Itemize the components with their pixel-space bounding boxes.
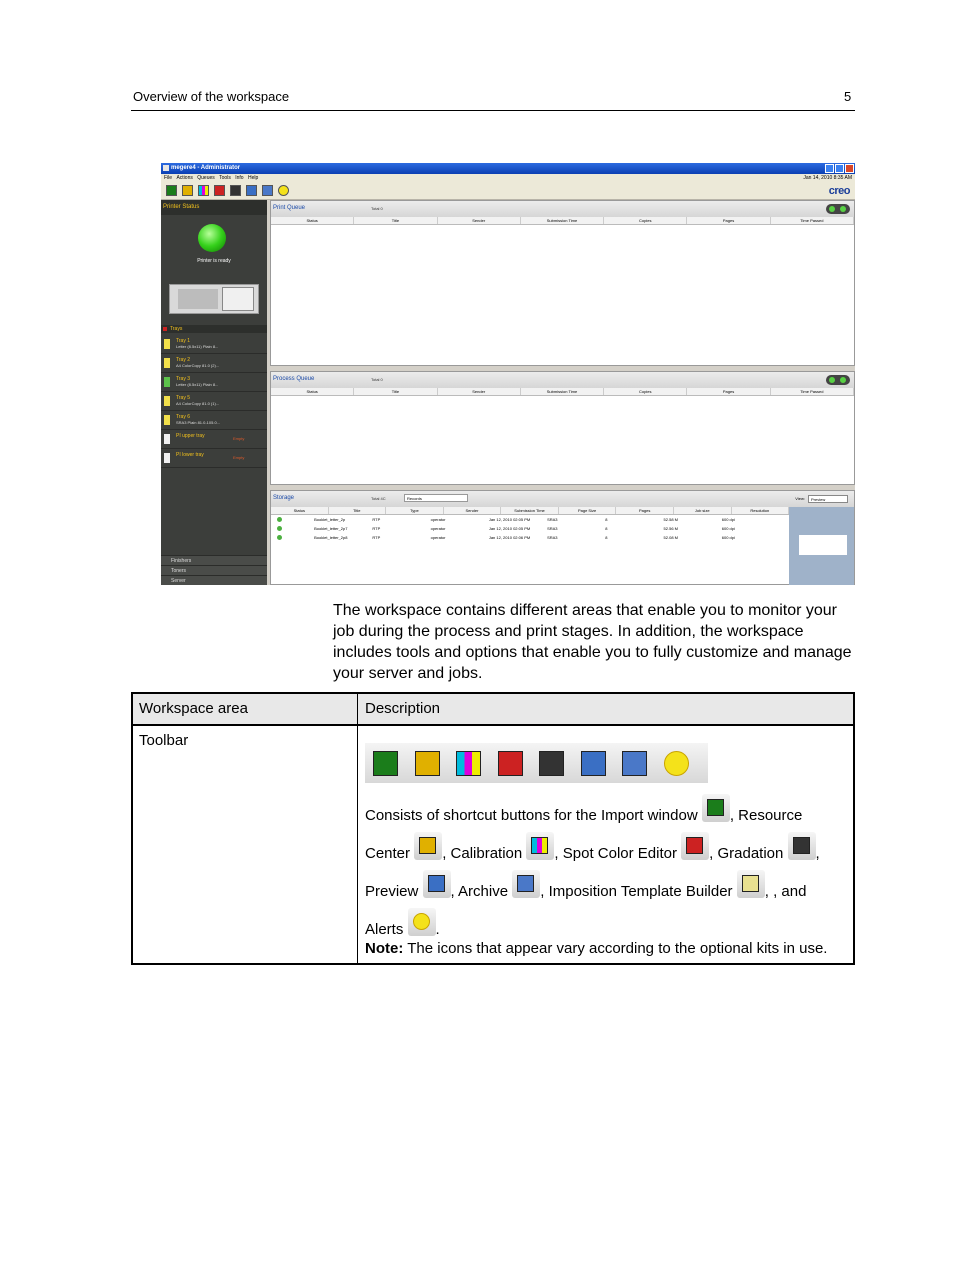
header-rule: [131, 110, 855, 111]
toolbar-icon-strip: [365, 743, 708, 783]
archive-icon: [512, 870, 540, 898]
column-header[interactable]: Time Passed: [771, 217, 854, 224]
menu-file[interactable]: File: [164, 175, 173, 181]
alerts-icon: [408, 908, 436, 936]
table-cell: 8: [605, 517, 608, 522]
table-cell: 52.58 M: [663, 517, 678, 522]
note: [365, 940, 827, 957]
table-cell: Booklet_letter_2p7: [314, 526, 348, 531]
column-header[interactable]: Type: [386, 507, 444, 514]
printer-ready-text: Printer is ready: [197, 258, 231, 264]
column-header[interactable]: Submission Time: [521, 217, 604, 224]
tray-empty-status: Empty: [233, 436, 245, 441]
preview-pane: [789, 507, 854, 585]
tray-item[interactable]: [161, 354, 267, 373]
storage-search-input[interactable]: Records: [404, 494, 468, 502]
gradation-icon: [788, 832, 816, 860]
calibration-icon: [456, 751, 481, 776]
queue-toggle-icon[interactable]: [826, 375, 850, 385]
table-row[interactable]: [271, 515, 778, 524]
alerts-icon: [664, 751, 689, 776]
preview-icon: [581, 751, 606, 776]
column-header[interactable]: Status: [271, 217, 354, 224]
table-cell: operator: [430, 526, 446, 531]
app-icon: [163, 165, 169, 171]
note-label: Note:: [365, 940, 404, 957]
desc-text: Consists of shortcut buttons for the Import window: [365, 807, 698, 824]
printer-status-title: Printer Status: [161, 200, 267, 215]
gradation-icon: [539, 751, 564, 776]
archive-icon: [622, 751, 647, 776]
app-toolbar: [161, 182, 855, 200]
desc-text: .: [435, 921, 440, 938]
preview-icon: [423, 870, 451, 898]
imposition-template-builder-icon: [737, 870, 765, 898]
tray-desc: SRA3 Plain 81.0-105.0...: [176, 420, 221, 425]
table-cell: Booklet_letter_2p8: [314, 535, 348, 540]
table-cell: SRA3: [547, 526, 558, 531]
table-row[interactable]: [271, 533, 778, 542]
column-header[interactable]: Time Passed: [771, 388, 854, 395]
status-cell: [282, 533, 312, 542]
table-cell: RTP: [372, 526, 381, 531]
column-header[interactable]: Sender: [444, 507, 502, 514]
gradation-icon[interactable]: [230, 185, 241, 196]
tray-name: Tray 3: [176, 376, 190, 382]
print-queue-columns: [271, 217, 854, 225]
spot-color-editor-icon: [681, 832, 709, 860]
table-cell: 52.56 M: [663, 526, 678, 531]
toners-item[interactable]: Toners: [161, 565, 267, 575]
view-dropdown[interactable]: Preview: [808, 495, 848, 503]
storage-panel: [270, 490, 855, 585]
table-cell: RTP: [372, 535, 381, 540]
desc-text: , Imposition Template Builder: [540, 883, 733, 900]
tray-name: PI upper tray: [176, 433, 205, 439]
tray-name: Tray 2: [176, 357, 190, 363]
desc-text: , Archive: [450, 883, 509, 900]
table-cell: Jan 12, 2010 02:05 PM: [488, 517, 531, 522]
table-cell: 600 dpi: [721, 535, 735, 540]
table-cell: SRA3: [547, 517, 558, 522]
process-queue-panel: [270, 371, 855, 485]
menu-bar: [161, 174, 855, 182]
column-header[interactable]: Title: [354, 217, 437, 224]
tray-paper-icon: [164, 434, 170, 444]
print-queue-total: Total 0: [371, 206, 383, 211]
finishers-item[interactable]: Finishers: [161, 555, 267, 565]
menu-actions[interactable]: Actions: [176, 175, 193, 181]
column-header[interactable]: Sender: [438, 217, 521, 224]
tray-desc: Letter (8.5x11) Plain 8...: [176, 344, 219, 349]
tray-name: PI lower tray: [176, 452, 204, 458]
minimize-button[interactable]: [825, 164, 834, 173]
note-text: The icons that appear vary according to the optional kits in use.: [403, 940, 828, 957]
workspace-area-table: [131, 692, 855, 965]
page-header-title: Overview of the workspace: [133, 89, 290, 104]
tray-item[interactable]: [161, 411, 267, 430]
menu-queues[interactable]: Queues: [197, 175, 215, 181]
resource-center-icon[interactable]: [182, 185, 193, 196]
table-cell: operator: [430, 517, 446, 522]
column-divider: [357, 694, 358, 963]
tray-name: Tray 1: [176, 338, 190, 344]
column-header[interactable]: Submission Time: [521, 388, 604, 395]
storage-total: Total 4C: [371, 496, 386, 501]
tray-name: Tray 5: [176, 395, 190, 401]
resource-center-icon: [414, 832, 442, 860]
status-cell: [282, 524, 312, 533]
window-titlebar: [161, 163, 855, 174]
table-cell: Booklet_letter_2p: [314, 517, 346, 522]
row-area-toolbar: Toolbar: [139, 732, 189, 749]
close-button[interactable]: [845, 164, 854, 173]
process-queue-total: Total 0: [371, 377, 383, 382]
column-header[interactable]: Pages: [687, 388, 770, 395]
column-header[interactable]: Title: [329, 507, 387, 514]
alerts-icon[interactable]: [278, 185, 289, 196]
tray-paper-icon: [164, 377, 170, 387]
spot-color-editor-icon: [498, 751, 523, 776]
tray-paper-icon: [164, 396, 170, 406]
calibration-icon: [526, 832, 554, 860]
printer-status-pane: [161, 200, 267, 585]
table-cell: 8: [605, 526, 608, 531]
desc-text: , Preview: [365, 845, 820, 900]
tray-item[interactable]: [161, 335, 267, 354]
desc-text: , Spot Color Editor: [554, 845, 677, 862]
server-item[interactable]: Server: [161, 575, 267, 585]
column-header[interactable]: Page Size: [559, 507, 617, 514]
printer-image-icon: [169, 284, 259, 314]
queue-toggle-icon[interactable]: [826, 204, 850, 214]
tray-item[interactable]: [161, 449, 267, 468]
desc-text: , Resource Center: [365, 807, 803, 862]
tray-desc: A4 ColorCopy 81.0 (2)...: [176, 363, 220, 368]
menu-tools[interactable]: Tools: [219, 175, 231, 181]
column-header[interactable]: Job size: [674, 507, 732, 514]
page-number: 5: [844, 89, 852, 104]
brand-logo: creo: [828, 185, 850, 197]
view-label: View:: [795, 496, 805, 501]
column-header[interactable]: Status: [271, 507, 329, 514]
status-cell: [282, 515, 312, 524]
preview-page: [799, 535, 847, 555]
tray-paper-icon: [164, 453, 170, 463]
column-header[interactable]: Pages: [687, 217, 770, 224]
import-icon: [702, 794, 730, 822]
tray-item[interactable]: [161, 373, 267, 392]
menu-info[interactable]: Info: [235, 175, 244, 181]
resource-center-icon: [415, 751, 440, 776]
col-header-description: Description: [365, 700, 441, 717]
column-header[interactable]: Copies: [604, 388, 687, 395]
status-led-icon: [198, 224, 226, 252]
print-queue-panel: [270, 200, 855, 366]
spot-color-editor-icon[interactable]: [214, 185, 225, 196]
date-display: Jan 14, 2010 8:35 AM: [803, 175, 852, 181]
tray-paper-icon: [164, 358, 170, 368]
workspace-screenshot: [161, 163, 855, 585]
preview-icon[interactable]: [246, 185, 257, 196]
storage-columns: [271, 507, 789, 515]
calibration-icon[interactable]: [198, 185, 209, 196]
table-cell: operator: [430, 535, 446, 540]
tray-desc: A4 ColorCopy 81.0 (1)...: [176, 401, 220, 406]
tray-empty-status: Empty: [233, 455, 245, 460]
process-queue-title: Process Queue: [273, 376, 315, 382]
col-header-workspace-area: Workspace area: [139, 700, 248, 717]
column-header[interactable]: Submission Time: [501, 507, 559, 514]
tray-paper-icon: [164, 339, 170, 349]
column-header[interactable]: Status: [271, 388, 354, 395]
column-header[interactable]: Resolution: [732, 507, 790, 514]
tray-item[interactable]: [161, 392, 267, 411]
tray-desc: Letter (8.5x11) Plain 8...: [176, 382, 219, 387]
table-cell: Jan 12, 2010 02:06 PM: [488, 535, 531, 540]
column-header[interactable]: Title: [354, 388, 437, 395]
column-header[interactable]: Pages: [616, 507, 674, 514]
table-cell: Jan 12, 2010 02:05 PM: [488, 526, 531, 531]
window-title: megere4 - Administrator: [171, 165, 241, 171]
storage-title: Storage: [273, 495, 295, 501]
column-header[interactable]: Sender: [438, 388, 521, 395]
table-cell: RTP: [372, 517, 381, 522]
desc-text: , , and Alerts: [365, 883, 807, 938]
table-cell: SRA3: [547, 535, 558, 540]
menu-help[interactable]: Help: [247, 175, 259, 181]
table-cell: 52.08 M: [663, 535, 678, 540]
print-queue-title: Print Queue: [273, 205, 306, 211]
trays-label: Trays: [161, 325, 267, 333]
archive-icon[interactable]: [262, 185, 273, 196]
intro-paragraph: The workspace contains different areas that enable you to monitor your job during the process and print stages. In addition, the workspace includes tools and options that enable you to fully customize and manage your server and jobs.: [333, 602, 852, 682]
tray-item[interactable]: [161, 430, 267, 449]
table-row[interactable]: [271, 524, 778, 533]
toolbar-description: [365, 794, 843, 946]
process-queue-columns: [271, 388, 854, 396]
column-header[interactable]: Copies: [604, 217, 687, 224]
table-cell: 600 dpi: [721, 517, 735, 522]
tray-paper-icon: [164, 415, 170, 425]
table-cell: 8: [605, 535, 608, 540]
table-header-row: [133, 694, 853, 726]
tray-name: Tray 6: [176, 414, 190, 420]
maximize-button[interactable]: [835, 164, 844, 173]
desc-text: , Gradation: [709, 845, 784, 862]
import-icon[interactable]: [166, 185, 177, 196]
import-icon: [373, 751, 398, 776]
table-cell: 600 dpi: [721, 526, 735, 531]
desc-text: , Calibration: [442, 845, 523, 862]
